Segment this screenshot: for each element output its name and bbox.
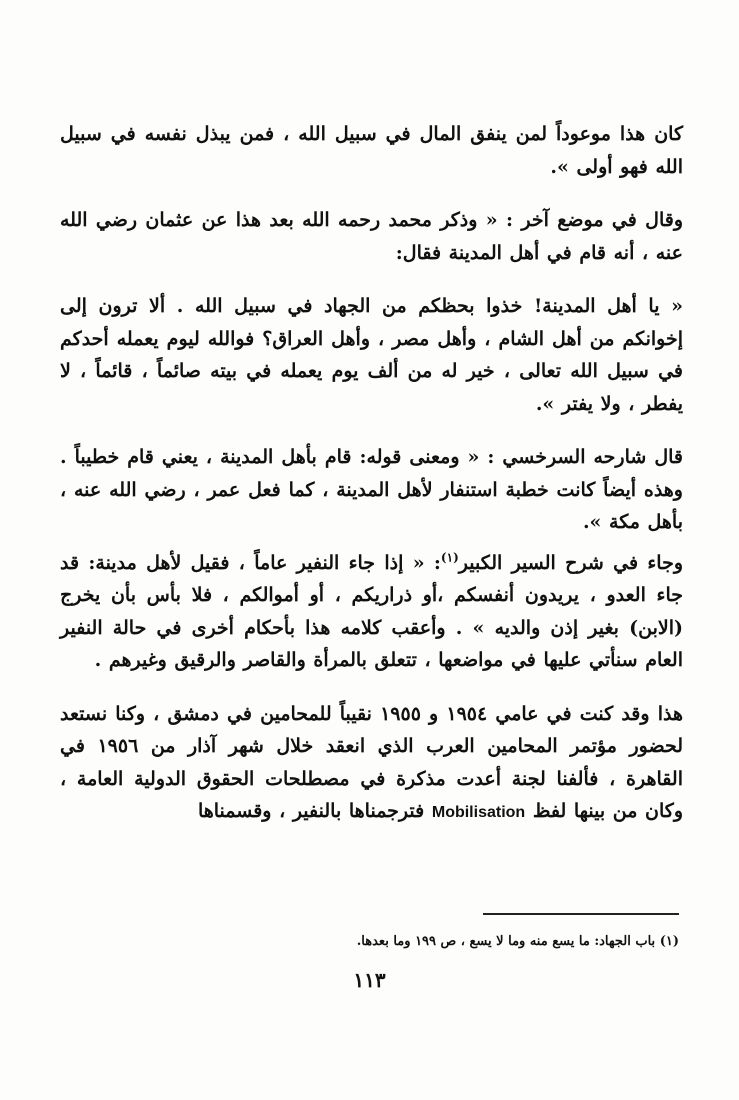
text-line: فهو أولى ». — [550, 155, 648, 178]
text-line: بأن يخرج (الابن) بغير إذن والديه » . وأعقب كلامه هذا بأحكام أخرى في — [60, 584, 683, 639]
page-number: ١١٣ — [353, 968, 386, 992]
footnote: (١) باب الجهاد: ما يسع منه وما لا يسع ، ص ١٩٩ وما بعدها. — [356, 934, 679, 949]
text-line: وقال في موضع آخر : « وذكر محمد رحمه الله بعد هذا عن عثمان رضي الله — [60, 209, 683, 231]
text-line: العامة ، وكان من بينها لفظ — [60, 767, 683, 822]
text-line: ١٩٥٦ في القاهرة ، فألفنا لجنة أعدت مذكرة في مصطلحات الحقوق الدولية — [60, 735, 683, 790]
text-line: عنه ، بأهل مكة ». — [60, 478, 683, 533]
text-line: عنه ، أنه قام في أهل المدينة فقال: — [395, 241, 683, 264]
text-line: قال شارحه السرخسي : « ومعنى قوله: قام بأهل المدينة ، يعني قام خطيباً . — [60, 446, 683, 468]
text-line: وكنا نستعد لحضور مؤتمر المحامين العرب الذي انعقد خلال شهر آذار من — [60, 702, 683, 757]
footnote-divider — [483, 913, 679, 915]
paragraph-6 — [60, 698, 683, 830]
text-line: إخوانكم من أهل الشام ، وأهل مصر ، وأهل العراق؟ فوالله ليوم يعمله — [116, 327, 683, 350]
paragraph-5 — [60, 547, 683, 677]
text-line: فترجمناها بالنفير ، وقسمناها — [197, 800, 425, 822]
text-line: يفطر ، ولا يفتر ». — [535, 392, 683, 415]
paragraph-4 — [60, 441, 683, 539]
footnote-reference[interactable]: (١) — [440, 550, 459, 565]
text-line: وغيرهم . — [94, 649, 167, 671]
paragraph-1 — [60, 118, 683, 183]
paragraph-2 — [60, 204, 683, 269]
text-line: هذا وقد كنت في عامي ١٩٥٤ و ١٩٥٥ نقيباً للمحامين في دمشق ، — [153, 702, 683, 725]
text-line: « يا أهل المدينة! خذوا بحظكم من الجهاد في سبيل الله . ألا ترون إلى — [60, 295, 683, 317]
text-line: أحدكم في سبيل الله تعالى ، خير له من ألف يوم يعمله في بيته صائماً ، قائماً ، لا — [60, 327, 683, 382]
text-line: وهذه أيضاً كانت خطبة استنفار لأهل المدينة ، كما فعل عمر ، رضي الله — [109, 478, 683, 501]
text-line: وجاء في شرح السير الكبير — [458, 551, 683, 574]
text-line: : « إذا جاء النفير عاماً ، فقيل لأهل — [146, 551, 441, 574]
latin-term: Mobilisation — [431, 804, 526, 821]
main-text — [60, 118, 683, 830]
text-line: حالة النفير العام سنأتي عليها في مواضعها ، تتعلق بالمرأة والقاصر والرقيق — [60, 616, 683, 671]
paragraph-3 — [60, 290, 683, 420]
text-line: مدينة: قد جاء العدو ، يريدون أنفسكم ،أو ذراريكم ، أو أموالكم ، فلا بأس — [60, 551, 683, 606]
text-line: كان هذا موعوداً لمن ينفق المال في سبيل الله ، فمن يبذل نفسه في سبيل الله — [60, 123, 683, 178]
